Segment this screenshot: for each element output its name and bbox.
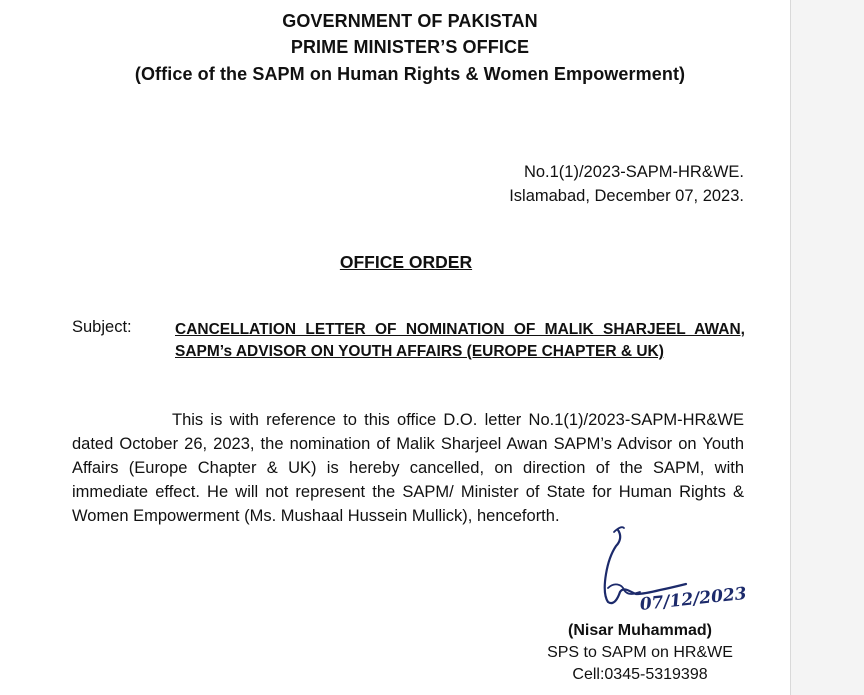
signature-date: 07/12/2023	[638, 583, 748, 615]
header-ministry: PRIME MINISTER’S OFFICE	[290, 37, 530, 57]
signatory-cell: Cell:0345-5319398	[572, 666, 708, 683]
subject-label: Subject:	[72, 318, 132, 336]
reference-place-date: Islamabad, December 07, 2023.	[509, 187, 744, 205]
signatory-block	[520, 620, 760, 686]
header-office: (Office of the SAPM on Human Rights & Women Empowerment)	[134, 64, 686, 84]
header-government: GOVERNMENT OF PAKISTAN	[282, 11, 538, 31]
page-margin-strip	[790, 0, 864, 695]
signatory-name: (Nisar Muhammad)	[567, 622, 713, 639]
subject-text: CANCELLATION LETTER OF NOMINATION OF MALIK SHARJEEL AWAN, SAPM’s ADVISOR ON YOUTH AFFAIRS (EUROPE CHAPTER & UK)	[175, 321, 745, 360]
reference-number: No.1(1)/2023-SAPM-HR&WE.	[523, 163, 744, 181]
signature-loop	[608, 584, 640, 594]
signatory-designation: SPS to SAPM on HR&WE	[547, 644, 733, 661]
reference-block	[509, 160, 744, 208]
order-title: OFFICE ORDER	[339, 252, 473, 272]
body-text: This is with reference to this office D.O. letter No.1(1)/2023-SAPM-HR&WE dated October 26, 2023, the nomination of Malik Sharjeel Awan SAPM’s Advisor on Youth Affairs (Europe Chapter & UK) is hereby cancelled, on direction of the SAPM, with immediate effect. He will not represent the SAPM/ Minister of State for Human Rights & Women Empowerment (Ms. Mushaal Hussein Mullick), henceforth.	[72, 411, 744, 525]
body-paragraph	[72, 408, 744, 528]
